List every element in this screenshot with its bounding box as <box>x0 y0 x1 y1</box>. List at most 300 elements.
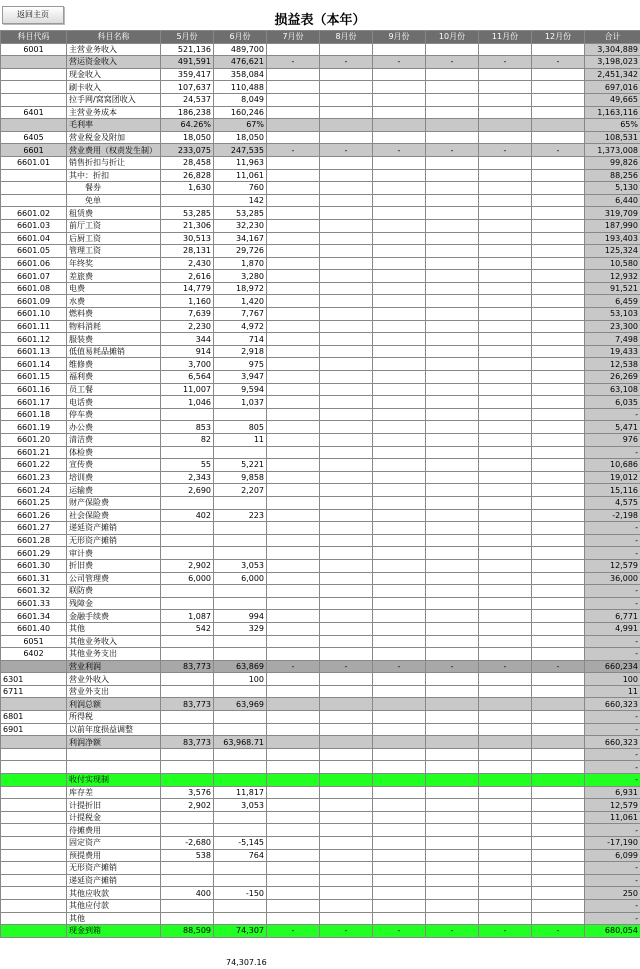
cell-month-empty[interactable] <box>426 93 479 106</box>
cell-account-code[interactable]: 6601.21 <box>1 446 67 459</box>
cell-total[interactable]: 4,991 <box>585 622 640 635</box>
cell-jun[interactable]: 3,947 <box>214 371 267 384</box>
cell-jun[interactable]: 11,963 <box>214 156 267 169</box>
cell-month-empty[interactable] <box>426 534 479 547</box>
cell-may[interactable]: 233,075 <box>161 144 214 157</box>
cell-jun[interactable] <box>214 748 267 761</box>
cell-month-empty[interactable] <box>320 559 373 572</box>
cell-total[interactable]: 660,323 <box>585 698 640 711</box>
cell-month-empty[interactable] <box>320 320 373 333</box>
cell-may[interactable]: 538 <box>161 849 214 862</box>
cell-month-empty[interactable]: - <box>267 925 320 938</box>
cell-total[interactable]: 10,686 <box>585 459 640 472</box>
cell-month-empty[interactable] <box>373 534 426 547</box>
cell-month-empty[interactable] <box>320 308 373 321</box>
cell-jun[interactable]: 9,858 <box>214 471 267 484</box>
cell-month-empty[interactable] <box>532 585 585 598</box>
cell-month-empty[interactable] <box>267 245 320 258</box>
cell-total[interactable]: - <box>585 585 640 598</box>
cell-may[interactable]: 82 <box>161 434 214 447</box>
cell-month-empty[interactable] <box>320 496 373 509</box>
cell-month-empty[interactable] <box>479 862 532 875</box>
cell-account-name[interactable]: 其他 <box>67 622 161 635</box>
cell-may[interactable]: -2,680 <box>161 837 214 850</box>
cell-month-empty[interactable] <box>479 295 532 308</box>
cell-month-empty[interactable] <box>320 534 373 547</box>
cell-month-empty[interactable] <box>267 774 320 787</box>
cell-jun[interactable]: 18,972 <box>214 282 267 295</box>
cell-month-empty[interactable] <box>320 597 373 610</box>
cell-account-name[interactable]: 计提折旧 <box>67 799 161 812</box>
cell-account-name[interactable]: 折旧费 <box>67 559 161 572</box>
cell-jun[interactable]: 11 <box>214 434 267 447</box>
cell-month-empty[interactable] <box>373 597 426 610</box>
cell-jun[interactable]: 7,767 <box>214 308 267 321</box>
cell-total[interactable]: 680,054 <box>585 925 640 938</box>
cell-jun[interactable]: 975 <box>214 358 267 371</box>
cell-month-empty[interactable] <box>532 207 585 220</box>
cell-month-empty[interactable] <box>532 837 585 850</box>
cell-month-empty[interactable] <box>373 874 426 887</box>
cell-account-code[interactable]: 6051 <box>1 635 67 648</box>
cell-month-empty[interactable] <box>532 622 585 635</box>
cell-month-empty[interactable] <box>373 421 426 434</box>
cell-account-code[interactable] <box>1 748 67 761</box>
cell-may[interactable]: 83,773 <box>161 698 214 711</box>
cell-month-empty[interactable] <box>373 862 426 875</box>
cell-account-name[interactable]: 无形资产摊销 <box>67 534 161 547</box>
cell-month-empty[interactable] <box>479 711 532 724</box>
cell-month-empty[interactable] <box>426 522 479 535</box>
cell-account-code[interactable] <box>1 774 67 787</box>
cell-month-empty[interactable]: - <box>373 660 426 673</box>
cell-month-empty[interactable] <box>479 522 532 535</box>
cell-account-code[interactable]: 6601.12 <box>1 333 67 346</box>
cell-month-empty[interactable] <box>267 761 320 774</box>
cell-month-empty[interactable] <box>479 471 532 484</box>
cell-may[interactable]: 1,630 <box>161 182 214 195</box>
cell-jun[interactable]: 29,726 <box>214 245 267 258</box>
cell-month-empty[interactable] <box>426 824 479 837</box>
cell-account-code[interactable] <box>1 824 67 837</box>
cell-account-name[interactable]: 燃料费 <box>67 308 161 321</box>
cell-month-empty[interactable] <box>532 270 585 283</box>
cell-month-empty[interactable]: - <box>373 56 426 69</box>
cell-account-code[interactable] <box>1 736 67 749</box>
cell-month-empty[interactable] <box>373 282 426 295</box>
cell-month-empty[interactable] <box>532 912 585 925</box>
cell-month-empty[interactable] <box>532 131 585 144</box>
cell-month-empty[interactable] <box>479 396 532 409</box>
cell-month-empty[interactable] <box>532 156 585 169</box>
cell-month-empty[interactable] <box>479 774 532 787</box>
cell-month-empty[interactable] <box>320 119 373 132</box>
cell-jun[interactable]: 3,053 <box>214 559 267 572</box>
cell-total[interactable]: - <box>585 774 640 787</box>
cell-jun[interactable]: 53,285 <box>214 207 267 220</box>
cell-account-code[interactable]: 6601.05 <box>1 245 67 258</box>
cell-month-empty[interactable] <box>532 748 585 761</box>
cell-month-empty[interactable] <box>320 685 373 698</box>
cell-month-empty[interactable] <box>479 358 532 371</box>
cell-total[interactable]: 6,035 <box>585 396 640 409</box>
cell-account-name[interactable]: 刷卡收入 <box>67 81 161 94</box>
cell-may[interactable] <box>161 635 214 648</box>
cell-month-empty[interactable] <box>373 799 426 812</box>
cell-account-code[interactable] <box>1 761 67 774</box>
cell-total[interactable]: 319,709 <box>585 207 640 220</box>
cell-month-empty[interactable] <box>479 622 532 635</box>
cell-account-code[interactable] <box>1 912 67 925</box>
cell-account-code[interactable] <box>1 698 67 711</box>
cell-account-name[interactable]: 福利费 <box>67 371 161 384</box>
cell-month-empty[interactable] <box>532 459 585 472</box>
cell-account-code[interactable] <box>1 837 67 850</box>
cell-total[interactable]: 91,521 <box>585 282 640 295</box>
cell-month-empty[interactable] <box>532 119 585 132</box>
cell-may[interactable]: 18,050 <box>161 131 214 144</box>
cell-month-empty[interactable] <box>532 509 585 522</box>
cell-month-empty[interactable] <box>426 774 479 787</box>
cell-may[interactable]: 6,564 <box>161 371 214 384</box>
cell-month-empty[interactable] <box>320 43 373 56</box>
cell-may[interactable]: 344 <box>161 333 214 346</box>
cell-month-empty[interactable] <box>373 761 426 774</box>
cell-month-empty[interactable] <box>479 635 532 648</box>
cell-jun[interactable] <box>214 446 267 459</box>
cell-month-empty[interactable] <box>373 509 426 522</box>
cell-may[interactable]: 7,639 <box>161 308 214 321</box>
cell-month-empty[interactable] <box>532 421 585 434</box>
cell-month-empty[interactable] <box>373 547 426 560</box>
cell-total[interactable]: 5,471 <box>585 421 640 434</box>
cell-total[interactable]: 660,323 <box>585 736 640 749</box>
cell-month-empty[interactable] <box>320 673 373 686</box>
cell-month-empty[interactable] <box>532 345 585 358</box>
cell-month-empty[interactable] <box>426 685 479 698</box>
cell-month-empty[interactable] <box>532 635 585 648</box>
cell-account-code[interactable] <box>1 68 67 81</box>
cell-month-empty[interactable] <box>320 799 373 812</box>
cell-total[interactable]: 6,440 <box>585 194 640 207</box>
cell-month-empty[interactable] <box>426 849 479 862</box>
cell-jun[interactable]: 5,221 <box>214 459 267 472</box>
cell-month-empty[interactable] <box>320 874 373 887</box>
cell-may[interactable] <box>161 673 214 686</box>
cell-jun[interactable]: 223 <box>214 509 267 522</box>
cell-month-empty[interactable] <box>479 496 532 509</box>
cell-month-empty[interactable] <box>532 711 585 724</box>
cell-may[interactable] <box>161 547 214 560</box>
cell-month-empty[interactable] <box>479 849 532 862</box>
cell-month-empty[interactable] <box>479 194 532 207</box>
cell-may[interactable]: 1,046 <box>161 396 214 409</box>
cell-account-code[interactable] <box>1 81 67 94</box>
cell-jun[interactable]: 329 <box>214 622 267 635</box>
cell-month-empty[interactable] <box>373 270 426 283</box>
cell-may[interactable]: 83,773 <box>161 736 214 749</box>
cell-month-empty[interactable] <box>267 786 320 799</box>
cell-account-name[interactable]: 前厅工资 <box>67 219 161 232</box>
cell-jun[interactable]: 32,230 <box>214 219 267 232</box>
cell-month-empty[interactable] <box>373 295 426 308</box>
cell-jun[interactable]: 1,420 <box>214 295 267 308</box>
cell-account-name[interactable]: 管理工资 <box>67 245 161 258</box>
cell-month-empty[interactable] <box>373 610 426 623</box>
cell-month-empty[interactable] <box>532 572 585 585</box>
cell-total[interactable]: -2,198 <box>585 509 640 522</box>
cell-month-empty[interactable] <box>479 899 532 912</box>
cell-account-code[interactable]: 6601.08 <box>1 282 67 295</box>
cell-month-empty[interactable] <box>426 358 479 371</box>
cell-jun[interactable] <box>214 774 267 787</box>
cell-jun[interactable]: 74,307 <box>214 925 267 938</box>
cell-month-empty[interactable]: - <box>426 925 479 938</box>
cell-may[interactable]: 359,417 <box>161 68 214 81</box>
cell-month-empty[interactable] <box>426 396 479 409</box>
cell-jun[interactable]: 760 <box>214 182 267 195</box>
cell-may[interactable]: 402 <box>161 509 214 522</box>
cell-month-empty[interactable] <box>320 434 373 447</box>
cell-month-empty[interactable] <box>267 912 320 925</box>
cell-month-empty[interactable] <box>373 245 426 258</box>
cell-jun[interactable] <box>214 408 267 421</box>
cell-month-empty[interactable] <box>373 106 426 119</box>
cell-month-empty[interactable] <box>479 131 532 144</box>
cell-month-empty[interactable] <box>320 648 373 661</box>
cell-month-empty[interactable] <box>267 371 320 384</box>
cell-month-empty[interactable] <box>373 119 426 132</box>
cell-month-empty[interactable] <box>426 43 479 56</box>
cell-total[interactable]: 100 <box>585 673 640 686</box>
cell-jun[interactable]: 1,870 <box>214 257 267 270</box>
cell-account-code[interactable] <box>1 799 67 812</box>
cell-account-name[interactable]: 库存差 <box>67 786 161 799</box>
cell-month-empty[interactable] <box>267 383 320 396</box>
cell-jun[interactable]: 476,621 <box>214 56 267 69</box>
cell-account-name[interactable]: 其他应付款 <box>67 899 161 912</box>
cell-month-empty[interactable] <box>320 295 373 308</box>
cell-month-empty[interactable] <box>267 559 320 572</box>
cell-month-empty[interactable] <box>532 698 585 711</box>
cell-month-empty[interactable] <box>373 459 426 472</box>
cell-month-empty[interactable] <box>532 547 585 560</box>
cell-total[interactable]: 4,575 <box>585 496 640 509</box>
cell-total[interactable]: 11,061 <box>585 811 640 824</box>
cell-account-name[interactable]: 递延资产摊销 <box>67 522 161 535</box>
cell-month-empty[interactable] <box>532 169 585 182</box>
cell-account-name[interactable]: 其他业务收入 <box>67 635 161 648</box>
cell-month-empty[interactable] <box>532 182 585 195</box>
cell-month-empty[interactable] <box>267 68 320 81</box>
cell-jun[interactable]: 2,207 <box>214 484 267 497</box>
cell-account-name[interactable]: 残障金 <box>67 597 161 610</box>
cell-month-empty[interactable] <box>373 207 426 220</box>
cell-total[interactable]: 1,373,008 <box>585 144 640 157</box>
cell-month-empty[interactable] <box>532 219 585 232</box>
cell-month-empty[interactable] <box>426 308 479 321</box>
cell-month-empty[interactable] <box>479 371 532 384</box>
cell-month-empty[interactable] <box>373 849 426 862</box>
cell-jun[interactable]: 805 <box>214 421 267 434</box>
cell-month-empty[interactable] <box>532 496 585 509</box>
cell-month-empty[interactable] <box>479 824 532 837</box>
cell-may[interactable] <box>161 685 214 698</box>
cell-may[interactable] <box>161 408 214 421</box>
cell-account-code[interactable]: 6601.29 <box>1 547 67 560</box>
cell-account-name[interactable]: 现金收入 <box>67 68 161 81</box>
cell-may[interactable]: 2,430 <box>161 257 214 270</box>
cell-month-empty[interactable] <box>267 219 320 232</box>
cell-month-empty[interactable] <box>479 282 532 295</box>
cell-account-name[interactable]: 拉手网/窝窝团收入 <box>67 93 161 106</box>
cell-month-empty[interactable] <box>479 559 532 572</box>
cell-month-empty[interactable] <box>373 736 426 749</box>
cell-jun[interactable]: 247,535 <box>214 144 267 157</box>
cell-may[interactable]: 14,779 <box>161 282 214 295</box>
cell-jun[interactable] <box>214 761 267 774</box>
cell-may[interactable] <box>161 496 214 509</box>
cell-may[interactable]: 186,238 <box>161 106 214 119</box>
cell-month-empty[interactable] <box>426 68 479 81</box>
cell-month-empty[interactable] <box>426 232 479 245</box>
cell-month-empty[interactable] <box>479 837 532 850</box>
cell-month-empty[interactable] <box>373 396 426 409</box>
cell-month-empty[interactable] <box>267 282 320 295</box>
cell-month-empty[interactable] <box>320 509 373 522</box>
cell-month-empty[interactable] <box>426 295 479 308</box>
cell-month-empty[interactable] <box>320 748 373 761</box>
cell-month-empty[interactable] <box>426 131 479 144</box>
cell-jun[interactable]: 3,053 <box>214 799 267 812</box>
cell-jun[interactable] <box>214 585 267 598</box>
cell-month-empty[interactable] <box>532 685 585 698</box>
cell-month-empty[interactable] <box>320 245 373 258</box>
cell-month-empty[interactable] <box>426 635 479 648</box>
cell-total[interactable]: 88,256 <box>585 169 640 182</box>
cell-month-empty[interactable] <box>373 358 426 371</box>
cell-month-empty[interactable] <box>373 572 426 585</box>
cell-month-empty[interactable] <box>426 333 479 346</box>
cell-total[interactable]: - <box>585 648 640 661</box>
cell-account-code[interactable]: 6601.14 <box>1 358 67 371</box>
cell-month-empty[interactable] <box>426 270 479 283</box>
cell-jun[interactable]: 67% <box>214 119 267 132</box>
cell-jun[interactable] <box>214 635 267 648</box>
cell-month-empty[interactable] <box>320 383 373 396</box>
cell-month-empty[interactable] <box>426 446 479 459</box>
cell-account-name[interactable]: 所得税 <box>67 711 161 724</box>
cell-account-name[interactable]: 收付实现制 <box>67 774 161 787</box>
cell-account-code[interactable]: 6601.18 <box>1 408 67 421</box>
cell-may[interactable]: 55 <box>161 459 214 472</box>
cell-account-name[interactable]: 维修费 <box>67 358 161 371</box>
cell-month-empty[interactable] <box>373 824 426 837</box>
cell-month-empty[interactable] <box>320 786 373 799</box>
cell-month-empty[interactable] <box>267 446 320 459</box>
cell-account-code[interactable] <box>1 899 67 912</box>
cell-account-name[interactable]: 财产保险费 <box>67 496 161 509</box>
cell-month-empty[interactable] <box>267 459 320 472</box>
cell-account-name[interactable]: 审计费 <box>67 547 161 560</box>
cell-month-empty[interactable] <box>267 471 320 484</box>
cell-month-empty[interactable] <box>320 459 373 472</box>
cell-account-code[interactable]: 6601.10 <box>1 308 67 321</box>
cell-jun[interactable] <box>214 547 267 560</box>
cell-jun[interactable]: 1,037 <box>214 396 267 409</box>
cell-month-empty[interactable] <box>426 471 479 484</box>
cell-month-empty[interactable] <box>426 597 479 610</box>
cell-account-code[interactable]: 6601.01 <box>1 156 67 169</box>
cell-account-name[interactable]: 毛利率 <box>67 119 161 132</box>
cell-account-name[interactable]: 宣传费 <box>67 459 161 472</box>
cell-may[interactable] <box>161 761 214 774</box>
cell-total[interactable]: - <box>585 547 640 560</box>
cell-month-empty[interactable] <box>373 81 426 94</box>
cell-jun[interactable]: 489,700 <box>214 43 267 56</box>
cell-month-empty[interactable] <box>532 736 585 749</box>
cell-month-empty[interactable]: - <box>426 56 479 69</box>
cell-month-empty[interactable] <box>267 421 320 434</box>
cell-month-empty[interactable] <box>373 811 426 824</box>
cell-account-code[interactable] <box>1 862 67 875</box>
cell-month-empty[interactable] <box>426 282 479 295</box>
cell-month-empty[interactable]: - <box>532 925 585 938</box>
cell-month-empty[interactable] <box>426 408 479 421</box>
cell-month-empty[interactable] <box>479 912 532 925</box>
cell-month-empty[interactable] <box>479 434 532 447</box>
cell-month-empty[interactable] <box>373 887 426 900</box>
cell-month-empty[interactable]: - <box>320 56 373 69</box>
cell-account-code[interactable]: 6601.19 <box>1 421 67 434</box>
cell-total[interactable]: - <box>585 824 640 837</box>
cell-total[interactable]: - <box>585 534 640 547</box>
cell-month-empty[interactable] <box>532 484 585 497</box>
cell-month-empty[interactable] <box>532 434 585 447</box>
cell-account-code[interactable]: 6601.26 <box>1 509 67 522</box>
cell-account-name[interactable]: 主营业务成本 <box>67 106 161 119</box>
cell-may[interactable] <box>161 912 214 925</box>
cell-month-empty[interactable] <box>373 471 426 484</box>
cell-month-empty[interactable]: - <box>479 56 532 69</box>
cell-month-empty[interactable] <box>426 421 479 434</box>
cell-month-empty[interactable] <box>320 106 373 119</box>
cell-account-code[interactable]: 6601.09 <box>1 295 67 308</box>
cell-account-name[interactable]: 销售折扣与折让 <box>67 156 161 169</box>
cell-month-empty[interactable] <box>426 572 479 585</box>
cell-month-empty[interactable] <box>373 685 426 698</box>
cell-jun[interactable] <box>214 862 267 875</box>
cell-jun[interactable]: 63,968.71 <box>214 736 267 749</box>
cell-account-code[interactable] <box>1 887 67 900</box>
cell-month-empty[interactable] <box>479 345 532 358</box>
cell-month-empty[interactable] <box>479 232 532 245</box>
cell-account-name[interactable]: 办公费 <box>67 421 161 434</box>
cell-total[interactable]: 3,304,889 <box>585 43 640 56</box>
cell-account-code[interactable]: 6601.23 <box>1 471 67 484</box>
cell-total[interactable]: - <box>585 912 640 925</box>
cell-month-empty[interactable] <box>267 811 320 824</box>
cell-month-empty[interactable] <box>426 887 479 900</box>
below-table-value[interactable]: 74,307.16 <box>226 958 267 967</box>
cell-month-empty[interactable] <box>320 81 373 94</box>
cell-month-empty[interactable] <box>373 320 426 333</box>
cell-month-empty[interactable] <box>267 509 320 522</box>
cell-month-empty[interactable] <box>373 68 426 81</box>
cell-may[interactable]: 64.26% <box>161 119 214 132</box>
cell-month-empty[interactable] <box>532 358 585 371</box>
cell-month-empty[interactable] <box>320 610 373 623</box>
